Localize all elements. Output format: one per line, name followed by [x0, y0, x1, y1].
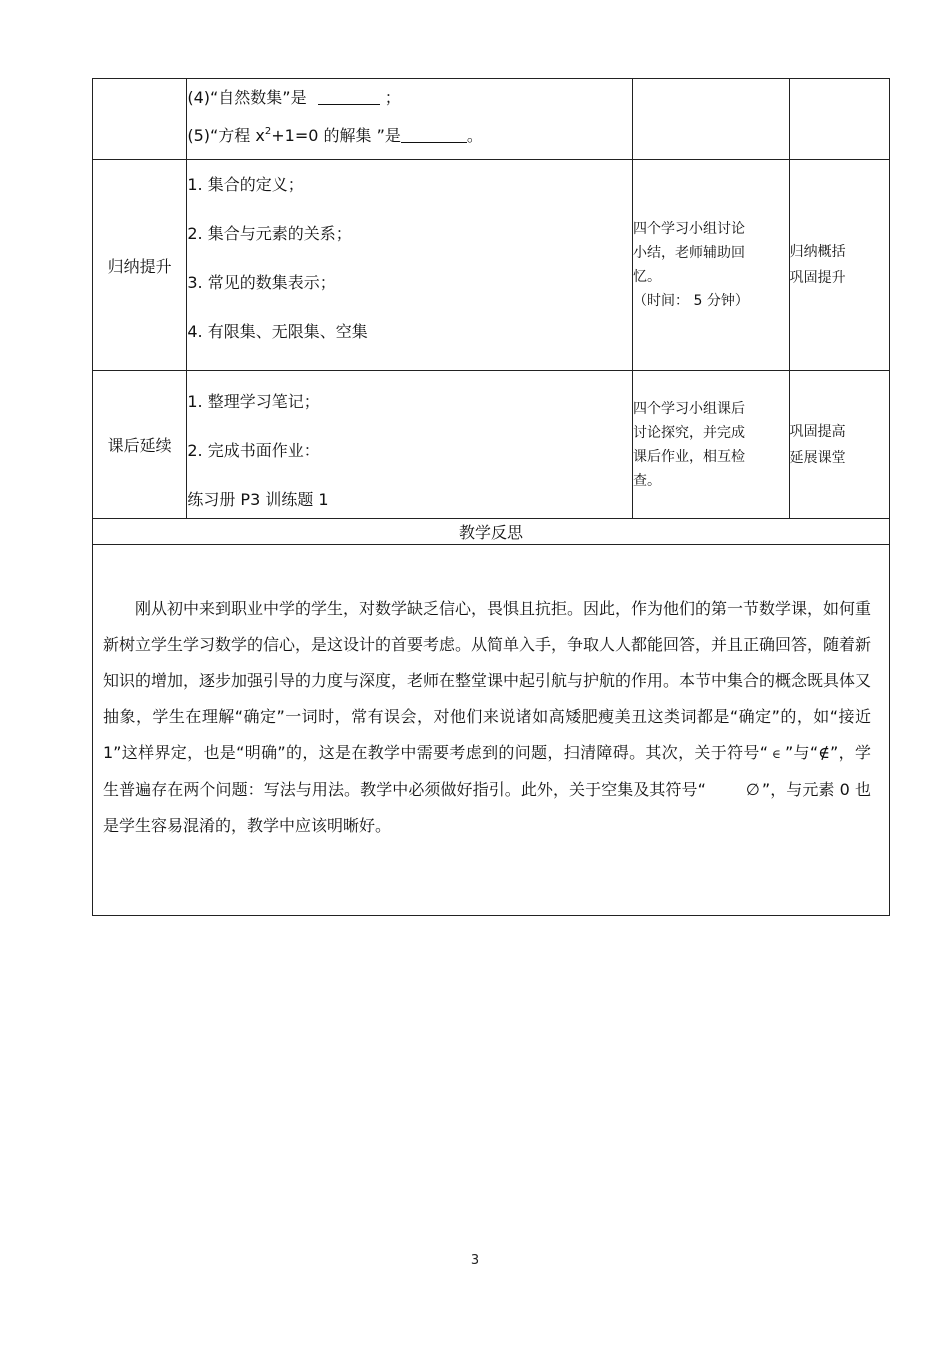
purpose-line: 归纳概括 [789, 244, 846, 260]
table-row-summary [93, 160, 890, 371]
row-label: 课后延续 [93, 371, 187, 519]
list-item: 4. 有限集、无限集、空集 [187, 322, 368, 341]
not-element-of-symbol: ∉ [818, 743, 831, 762]
row3-purpose-cell [789, 371, 889, 519]
purpose-line: 延展课堂 [789, 449, 846, 466]
exercise-item-4: (4)“自然数集”是 ； [187, 88, 401, 107]
purpose-line: 巩固提高 [789, 423, 846, 440]
row-label: 归纳提升 [93, 160, 187, 371]
row2-activity-cell [633, 160, 790, 371]
row2-purpose-cell [789, 160, 889, 371]
reflection-body-row [93, 545, 890, 916]
page-number: 3 [470, 1253, 480, 1268]
reflection-cell [93, 545, 890, 916]
exercise-item-5: (5)“方程 $x^2+1=0$ 的解集 ”是 。 [187, 126, 483, 145]
table-row-exercises [93, 79, 890, 160]
activity-line: 小结，老师辅助回 [633, 245, 746, 261]
lesson-table [92, 78, 890, 916]
purpose-line: 巩固提升 [789, 270, 846, 286]
activity-line: 四个学习小组课后 [633, 400, 746, 417]
list-item: 1. 整理学习笔记； [187, 392, 320, 411]
row1-purpose-cell [789, 79, 889, 160]
activity-line: 忆。 [633, 269, 662, 285]
activity-line: 课后作业，相互检 [633, 448, 746, 465]
row3-activity-cell [633, 371, 790, 519]
list-item: 练习册 P3 训练题 1 [187, 490, 329, 509]
row1-activity-cell [633, 79, 790, 160]
activity-line: 讨论探究，并完成 [633, 424, 746, 441]
row3-content-cell [187, 371, 633, 519]
row1-label-cell [93, 79, 187, 160]
list-item: 3. 常见的数集表示； [187, 273, 336, 292]
activity-line: （时间： 5 分钟） [633, 293, 749, 309]
reflection-paragraph: 刚从初中来到职业中学的学生，对数学缺乏信心，畏惧且抗拒。因此，作为他们的第一节数学课，如何重新树立学生学习数学的信心，是这设计的首要考虑。从简单入手，争取人人都能回答，并且正确回答，随着新知识的增加，逐步加强引导的力度与深度，老师在整堂课中起引航与护航的作用。本节中集合的概念既具体又抽象，学生在理解“确定”一词时，常有误会，对他们来说诸如高矮肥瘦美丑这类词都是“确定”的，如“接近 1”这样界定，也是“明确”的，这是在教学中需要考虑到的问题，扫清障碍。其次，关于符号“ ∈ ”与“∉”，学生普遍存在两个问题：写法与用法。教学中必须做好指引。此外，关于空集及其符号“ ∅ ”，与元素 0 也是学生容易混淆的，教学中应该明晰好。 [103, 599, 872, 835]
row2-content-cell [187, 160, 633, 371]
reflection-title-row [93, 519, 890, 545]
empty-set-symbol: ∅ [745, 780, 760, 799]
element-of-symbol: ∈ [772, 747, 781, 761]
list-item: 2. 完成书面作业： [187, 441, 320, 460]
list-item: 1. 集合的定义； [187, 175, 304, 194]
answer-blank [318, 88, 380, 105]
answer-blank [401, 126, 467, 143]
section-title: 教学反思 [93, 519, 890, 545]
activity-line: 查。 [633, 472, 662, 489]
table-row-homework [93, 371, 890, 519]
activity-line: 四个学习小组讨论 [633, 221, 746, 237]
list-item: 2. 集合与元素的关系； [187, 224, 352, 243]
row1-content-cell [187, 79, 633, 160]
